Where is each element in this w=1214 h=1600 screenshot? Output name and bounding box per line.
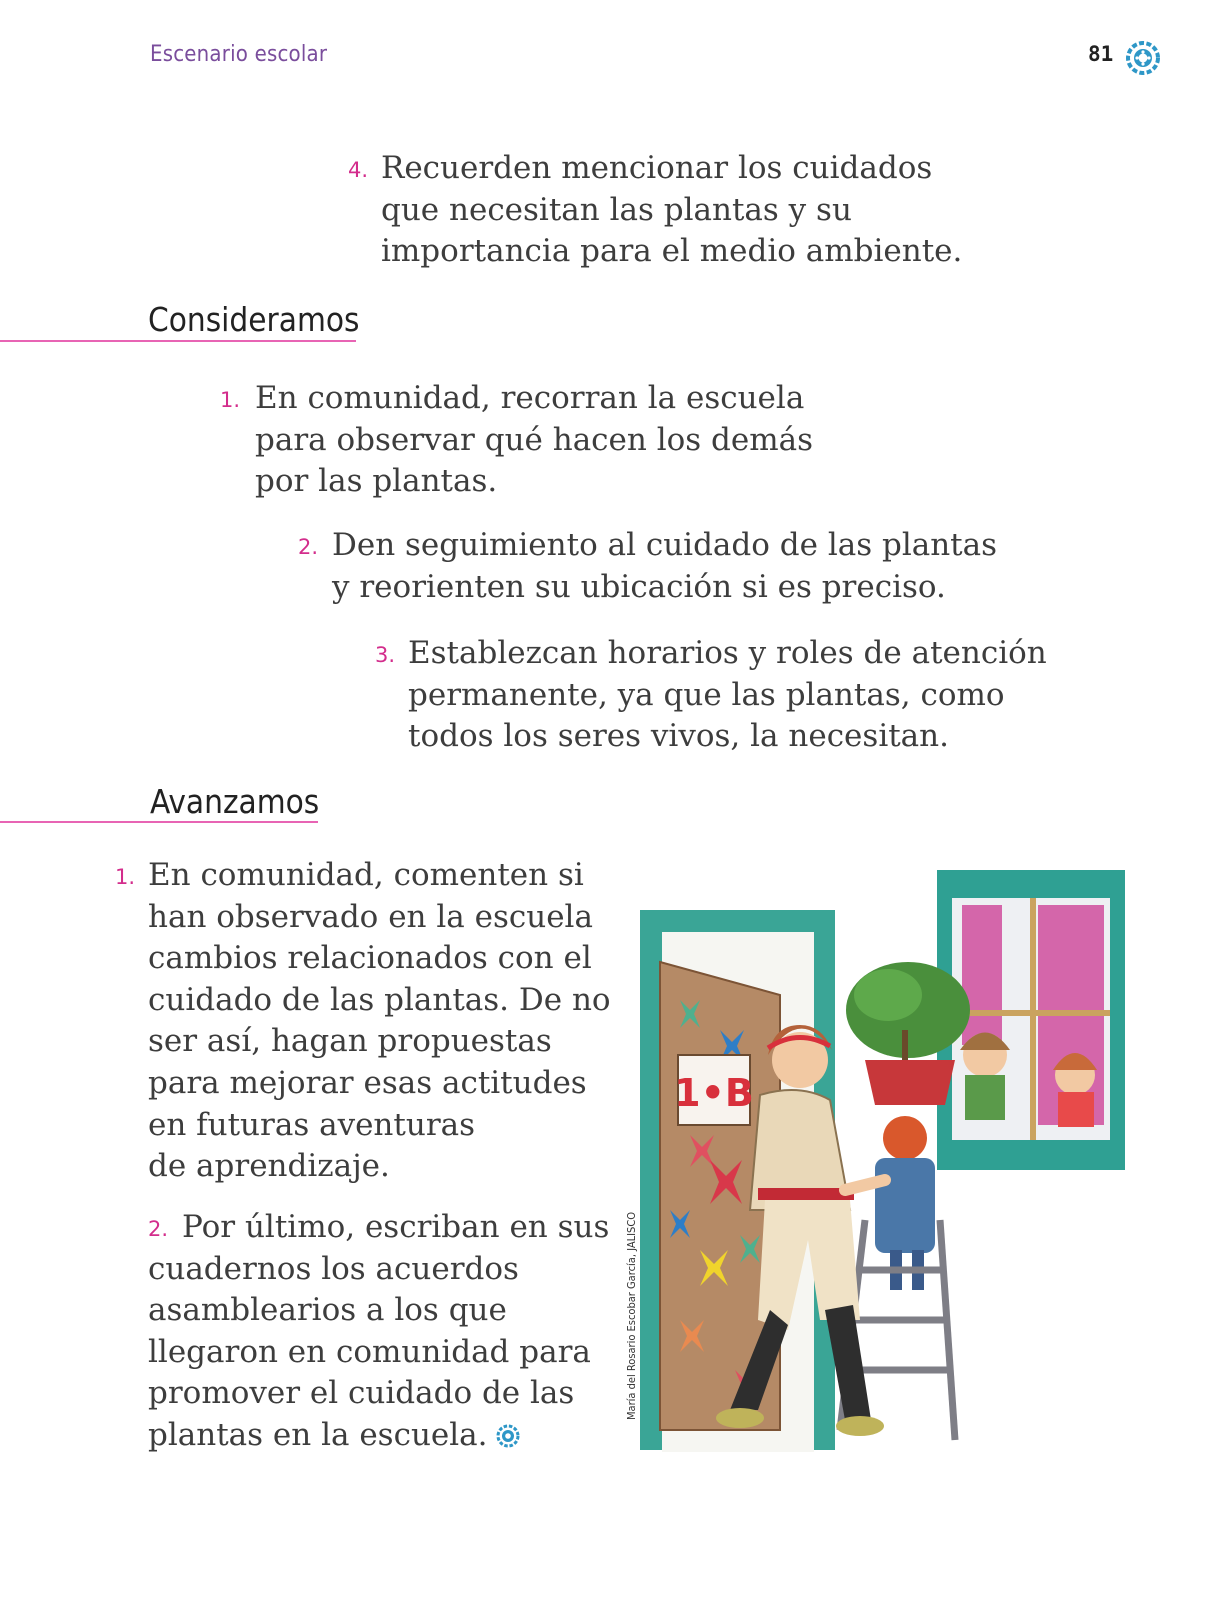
consideramos-item-2	[298, 525, 998, 608]
section-title: Escenario escolar	[150, 42, 328, 67]
item-text: En comunidad, comenten si han observado en la escuela cambios relacionados con el cuidado de las plantas. De no ser así, hagan propuestas para mejorar esas actitudes en futuras aventuras de aprendizaje.	[148, 857, 611, 1185]
item-number: 2.	[298, 535, 319, 559]
item-text: En comunidad, recorran la escuela para observar qué hacen los demás por las plantas.	[255, 380, 814, 500]
item-text: Por último, escriban en sus cuadernos los acuerdos asamblearios a los que llegaron en comunidad para promover el cuidado de las plantas en la escuela.	[148, 1209, 610, 1453]
flower-emblem-icon	[496, 1424, 520, 1448]
heading-consideramos: Consideramos	[148, 300, 360, 339]
consideramos-item-1	[220, 378, 820, 503]
avanzamos-item-1	[115, 855, 615, 1188]
item-text: Establezcan horarios y roles de atención permanente, ya que las plantas, como todos los seres vivos, la necesitan.	[408, 635, 1047, 755]
item-number: 1.	[220, 388, 241, 412]
heading-rule-avanzamos	[0, 821, 318, 823]
item-text: Den seguimiento al cuidado de las plantas y reorienten su ubicación si es preciso.	[332, 527, 998, 605]
door-sign-text: 1•B	[674, 1071, 754, 1115]
page-number: 81	[1088, 42, 1114, 66]
avanzamos-item-2	[148, 1207, 628, 1457]
item-number: 2.	[148, 1217, 169, 1241]
consideramos-item-3	[375, 633, 1095, 758]
flower-emblem-icon	[1125, 40, 1161, 76]
intro-list-item	[348, 148, 968, 273]
illustration-credit: María del Rosario Escobar García, JALISCO	[625, 1211, 638, 1420]
item-number: 1.	[115, 865, 136, 889]
illustration-plant-care	[640, 870, 1150, 1470]
heading-avanzamos: Avanzamos	[150, 782, 320, 821]
heading-rule-consideramos	[0, 340, 356, 342]
item-text: Recuerden mencionar los cuidados que necesitan las plantas y su importancia para el medio ambiente.	[381, 150, 963, 270]
item-number: 4.	[348, 158, 369, 182]
item-number: 3.	[375, 643, 396, 667]
